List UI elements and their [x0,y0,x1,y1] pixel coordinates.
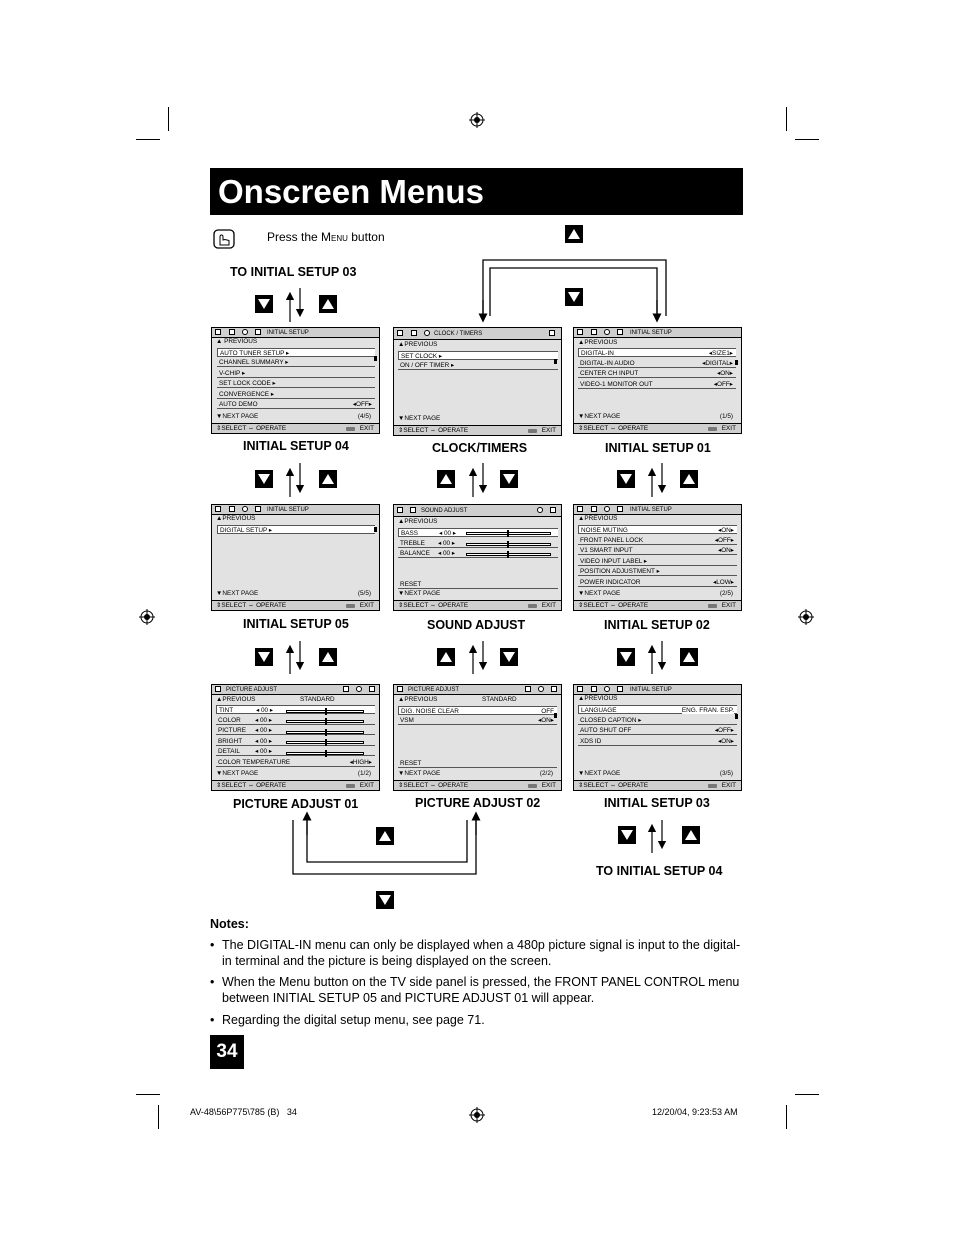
clock-icon [604,506,610,512]
next-page-link[interactable]: ▼NEXT PAGE [578,769,621,777]
next-page-link[interactable]: ▼NEXT PAGE [216,769,259,777]
label-initial-setup-05: INITIAL SETUP 05 [243,617,349,631]
previous-link[interactable]: ▲PREVIOUS [216,515,256,522]
menu-tab-icon [229,506,235,512]
previous-link[interactable]: ▲PREVIOUS [578,695,618,702]
menu-tab-icon [410,507,416,513]
previous-link[interactable]: ▲PREVIOUS [398,518,438,525]
menu-item[interactable]: AUTO TUNER SETUP ▸ [217,348,375,357]
picture-mode: STANDARD [482,696,517,703]
down-arrow-icon [258,474,270,484]
menu-initial-setup-03 [573,684,742,791]
lock-icon [369,686,375,692]
menu-item[interactable]: DIGITAL-IN AUDIO ◂DIGITAL▸ [578,359,736,368]
exit-icon [528,429,537,433]
up-button[interactable] [680,470,698,488]
bullet: • [210,938,215,952]
menu-item[interactable]: ON / OFF TIMER ▸ [398,361,558,370]
clock-icon [604,329,610,335]
lock-icon [255,506,261,512]
menu-header [394,505,561,517]
menu-item[interactable]: AUTO DEMO ◂OFF▸ [217,400,375,409]
menu-tab-icon [577,329,583,335]
menu-footer: ⇕SELECT ⇔ OPERATE EXIT [212,780,379,790]
page-indicator: (2/5) [719,589,733,597]
note-text: The DIGITAL-IN menu can only be displayed when a 480p picture signal is input to the digital-in terminal and the picture is being displayed on the screen. [222,938,741,968]
down-arrow-icon [379,895,391,905]
up-arrow-icon [685,830,697,840]
down-arrow-icon [503,474,515,484]
page-indicator: (4/5) [357,412,371,420]
next-page-link[interactable]: ▼NEXT PAGE [398,414,441,422]
exit-label[interactable]: EXIT [721,781,736,789]
menu-title: PICTURE ADJUST [408,686,460,693]
slider-knob[interactable] [325,718,327,725]
previous-link[interactable]: ▲PREVIOUS [578,339,618,346]
note-item [210,1013,750,1029]
footer-left: AV-48\56P775\785 (B) 34 [190,1107,297,1117]
down-button[interactable] [255,470,273,488]
cursor-icon [374,356,377,361]
exit-label[interactable]: EXIT [359,781,374,789]
slider-knob[interactable] [325,750,327,757]
down-button[interactable] [617,470,635,488]
up-button[interactable] [682,826,700,844]
bullet: • [210,975,215,989]
page-number: 34 [210,1035,244,1069]
menu-tab-icon [397,330,403,336]
label-picture-adjust-02: PICTURE ADJUST 02 [415,796,541,810]
picture-mode: STANDARD [300,696,335,703]
exit-icon [528,784,537,788]
label-initial-setup-03: INITIAL SETUP 03 [604,796,710,810]
menu-item[interactable]: DETAIL ◂ 00 ▸ [216,747,375,756]
down-arrow-icon [503,652,515,662]
exit-icon [708,427,717,431]
page-indicator: (5/5) [357,589,371,597]
down-arrow-icon [620,474,632,484]
menu-footer: ⇕SELECT ⇔ OPERATE EXIT [574,423,741,433]
menu-tab-icon [577,506,583,512]
page-indicator: (1/5) [719,412,733,420]
note-text: Regarding the digital setup menu, see page 71. [222,1013,485,1027]
up-button[interactable] [319,648,337,666]
clock-icon [537,507,543,513]
exit-icon [528,604,537,608]
up-button[interactable] [437,470,455,488]
menu-footer: ⇕SELECT ⇔ OPERATE EXIT [394,600,561,610]
previous-link[interactable]: ▲PREVIOUS [216,696,256,703]
language-options[interactable]: ENG. FRAN. ESP. [681,706,734,714]
up-button[interactable] [565,225,583,243]
up-arrow-icon [683,652,695,662]
slider-knob[interactable] [507,530,509,537]
cursor-icon [374,527,377,532]
up-arrow-icon [568,229,580,239]
slider-knob[interactable] [325,739,327,746]
note-item [210,975,750,1007]
menu-tab-icon [591,686,597,692]
menu-header [212,685,379,695]
menu-title: INITIAL SETUP [267,506,309,513]
clock-icon [424,330,430,336]
menu-item[interactable]: V-CHIP ▸ [217,369,375,378]
menu-clock-timers [393,327,562,436]
exit-label[interactable]: EXIT [359,424,374,432]
menu-tab-icon [525,686,531,692]
label-initial-setup-01: INITIAL SETUP 01 [605,441,711,455]
lock-icon [549,330,555,336]
menu-tab-icon [591,506,597,512]
menu-item[interactable]: BALANCE ◂ 00 ▸ [398,549,558,558]
cursor-icon [554,713,557,718]
menu-header [574,685,741,695]
menu-word: Menu [321,230,348,244]
cursor-icon [735,360,738,365]
up-button[interactable] [319,295,337,313]
menu-item[interactable]: BASS ◂ 00 ▸ [398,528,558,537]
menu-tab-icon [242,329,248,335]
menu-item[interactable]: CLOSED CAPTION ▸ [578,716,737,725]
label-to-setup-04: TO INITIAL SETUP 04 [596,864,723,878]
previous-link[interactable]: ▲PREVIOUS [578,515,618,522]
up-arrow-icon [379,831,391,841]
menu-sound-adjust [393,504,562,611]
next-page-link[interactable]: ▼NEXT PAGE [578,589,621,597]
up-arrow-icon [322,652,334,662]
slider-knob[interactable] [325,708,327,715]
slider-knob[interactable] [507,551,509,558]
menu-item[interactable]: CONVERGENCE ▸ [217,390,375,399]
up-arrow-icon [440,652,452,662]
down-button[interactable] [500,470,518,488]
menu-tab-icon [343,686,349,692]
slider-knob[interactable] [507,541,509,548]
exit-label[interactable]: EXIT [359,601,374,609]
up-button[interactable] [376,827,394,845]
menu-item[interactable]: COLOR TEMPERATURE ◂HIGH▸ [216,758,375,767]
menu-tab-icon [397,686,403,692]
menu-item[interactable]: V1 SMART INPUT ◂ON▸ [578,546,737,555]
lock-icon [617,506,623,512]
slider-knob[interactable] [325,729,327,736]
previous-link[interactable]: ▲PREVIOUS [398,696,438,703]
menu-tab-icon [397,507,403,513]
press-suffix: button [347,230,385,244]
down-button[interactable] [255,648,273,666]
menu-header [212,328,379,338]
page-indicator: (1/2) [357,769,371,777]
menu-picture-adjust-01 [211,684,380,791]
menu-initial-setup-01 [573,327,742,434]
menu-item[interactable]: LANGUAGE ENG. FRAN. ESP. [578,705,737,714]
menu-initial-setup-02 [573,504,742,611]
press-prefix: Press the [267,230,322,244]
menu-item[interactable]: BRIGHT ◂ 00 ▸ [216,737,375,746]
menu-initial-setup-05 [211,504,380,611]
down-button[interactable] [255,295,273,313]
lock-icon [550,507,556,513]
menu-picture-adjust-02 [393,684,562,791]
menu-tab-icon [215,686,221,692]
label-to-setup-03: TO INITIAL SETUP 03 [230,265,357,279]
up-arrow-icon [440,474,452,484]
down-arrow-icon [620,652,632,662]
menu-item[interactable]: SET CLOCK ▸ [398,351,558,360]
menu-title: INITIAL SETUP [267,329,309,336]
menu-initial-setup-04 [211,327,380,434]
menu-item[interactable]: VIDEO-1 MONITOR OUT ◂OFF▸ [578,380,736,389]
exit-icon [708,784,717,788]
menu-item[interactable]: TINT ◂ 00 ▸ [216,705,375,714]
menu-item[interactable]: VSM ◂ON▸ [398,716,557,725]
down-button[interactable] [565,288,583,306]
label-picture-adjust-01: PICTURE ADJUST 01 [233,797,359,811]
exit-label[interactable]: EXIT [721,601,736,609]
menu-item[interactable]: AUTO SHUT OFF ◂OFF▸ [578,726,737,735]
previous-link[interactable]: ▲ PREVIOUS [216,338,258,345]
reset-item[interactable]: RESET [398,580,558,589]
down-arrow-icon [568,292,580,302]
lock-icon [617,686,623,692]
bullet: • [210,1013,215,1027]
menu-item[interactable]: SET LOCK CODE ▸ [217,379,375,388]
menu-header [394,328,561,340]
exit-icon [346,604,355,608]
menu-item[interactable]: FRONT PANEL LOCK ◂OFF▸ [578,536,737,545]
up-arrow-icon [683,474,695,484]
next-page-link[interactable]: ▼NEXT PAGE [216,589,259,597]
exit-label[interactable]: EXIT [721,424,736,432]
label-clock-timers: CLOCK/TIMERS [432,441,528,455]
menu-header [574,328,741,338]
page-indicator: (3/5) [719,769,733,777]
footer-right: 12/20/04, 9:23:53 AM [652,1107,738,1117]
up-arrow-icon [322,474,334,484]
menu-footer: ⇕SELECT ⇔ OPERATE EXIT [212,423,379,433]
exit-label[interactable]: EXIT [541,601,556,609]
down-button[interactable] [618,826,636,844]
menu-title: INITIAL SETUP [630,506,672,513]
menu-tab-icon [591,329,597,335]
menu-title: INITIAL SETUP [630,329,672,336]
menu-title: SOUND ADJUST [421,508,468,514]
lock-icon [551,686,557,692]
reset-item[interactable]: RESET [398,759,557,768]
page-indicator: (2/2) [539,769,553,777]
up-button[interactable] [319,470,337,488]
label-sound-adjust: SOUND ADJUST [427,618,526,632]
page-title: Onscreen Menus [210,168,743,215]
up-arrow-icon [322,299,334,309]
exit-label[interactable]: EXIT [541,781,556,789]
menu-footer: ⇕SELECT ⇔ OPERATE EXIT [574,780,741,790]
menu-header [212,505,379,515]
menu-header [574,505,741,515]
label-initial-setup-04: INITIAL SETUP 04 [243,439,349,453]
clock-icon [356,686,362,692]
down-arrow-icon [621,830,633,840]
menu-title: INITIAL SETUP [630,686,672,693]
menu-item[interactable]: DIG. NOISE CLEAR OFF [398,706,557,715]
exit-icon [708,604,717,608]
previous-link[interactable]: ▲PREVIOUS [398,341,438,348]
menu-tab-icon [215,329,221,335]
exit-icon [346,427,355,431]
menu-item[interactable]: CHANNEL SUMMARY ▸ [217,358,375,367]
menu-footer: ⇕SELECT ⇔ OPERATE EXIT [394,780,561,790]
clock-icon [242,506,248,512]
menu-item[interactable]: CENTER CH INPUT ◂ON▸ [578,369,736,378]
note-item [210,938,750,970]
next-page-link[interactable]: ▼NEXT PAGE [398,589,441,597]
next-page-link[interactable]: ▼NEXT PAGE [578,412,621,420]
down-arrow-icon [258,299,270,309]
notes-title: Notes: [210,917,249,931]
menu-footer: ⇕SELECT ⇔ OPERATE EXIT [574,600,741,610]
menu-item[interactable]: COLOR ◂ 00 ▸ [216,716,375,725]
next-page-link[interactable]: ▼NEXT PAGE [398,769,441,777]
up-button[interactable] [437,648,455,666]
menu-item[interactable]: DIGITAL-IN ◂SIZE1▸ [578,348,736,357]
cursor-icon [554,359,557,364]
menu-item[interactable]: XDS ID ◂ON▸ [578,737,737,746]
up-button[interactable] [680,648,698,666]
menu-tab-icon [411,330,417,336]
lock-icon [617,329,623,335]
down-button[interactable] [500,648,518,666]
menu-footer: ⇕SELECT ⇔ OPERATE EXIT [212,600,379,610]
menu-item[interactable]: VIDEO INPUT LABEL ▸ [578,557,737,566]
menu-title: CLOCK / TIMERS [434,331,483,337]
exit-icon [346,784,355,788]
label-initial-setup-02: INITIAL SETUP 02 [604,618,710,632]
clock-icon [604,686,610,692]
exit-label[interactable]: EXIT [541,426,556,434]
down-button[interactable] [376,891,394,909]
down-arrow-icon [258,652,270,662]
clock-icon [538,686,544,692]
menu-footer: ⇕SELECT ⇔ OPERATE EXIT [394,425,561,435]
menu-header [394,685,561,695]
menu-item[interactable]: POWER INDICATOR ◂LOW▸ [578,578,737,587]
menu-title: PICTURE ADJUST [226,686,278,693]
menu-item[interactable]: PICTURE ◂ 00 ▸ [216,726,375,735]
note-text: When the Menu button on the TV side panel is pressed, the FRONT PANEL CONTROL menu between INITIAL SETUP 05 and PICTURE ADJUST 01 will appear. [222,975,740,1005]
down-button[interactable] [617,648,635,666]
menu-item[interactable]: NOISE MUTING ◂ON▸ [578,525,737,534]
next-page-link[interactable]: ▼NEXT PAGE [216,412,259,420]
menu-item[interactable]: POSITION ADJUSTMENT ▸ [578,567,737,576]
menu-tab-icon [229,329,235,335]
menu-item[interactable]: TREBLE ◂ 00 ▸ [398,539,558,548]
menu-item[interactable]: DIGITAL SETUP ▸ [217,525,375,534]
menu-tab-icon [215,506,221,512]
lock-icon [255,329,261,335]
cursor-icon [735,714,738,719]
menu-tab-icon [577,686,583,692]
